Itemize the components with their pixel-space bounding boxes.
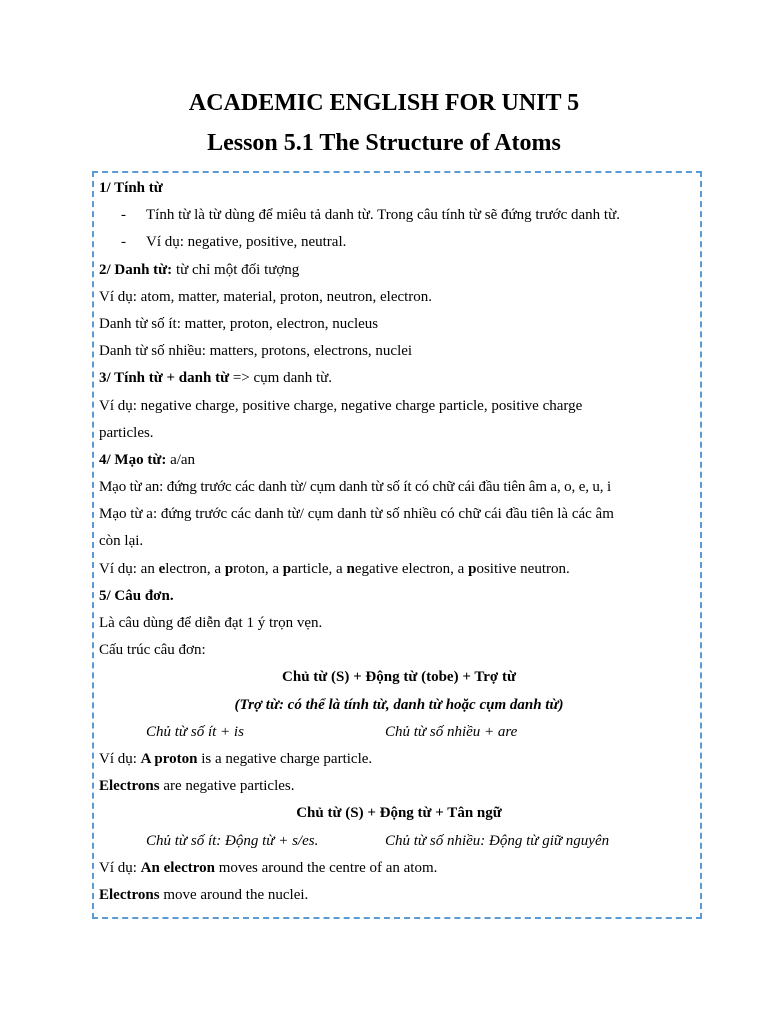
text-line: Mạo từ a: đứng trước các danh từ/ cụm danh từ số nhiều có chữ cái đầu tiên là các âm [99,506,614,523]
section-4-heading: 4/ Mạo từ: a/an [99,451,196,468]
text-line: Là câu dùng để diễn đạt 1 ý trọn vẹn. [99,615,323,631]
example-line: Electrons are negative particles. [99,778,295,795]
text-line: Danh từ số nhiều: matters, protons, electrons, nuclei [99,343,413,360]
bullet-dash: - [121,234,126,251]
text-line: Ví dụ: negative charge, positive charge, negative charge particle, positive charge [99,397,583,414]
section-2-heading: 2/ Danh từ: từ chỉ một đối tượng [99,261,300,278]
formula-1-note: (Trợ từ: có thể là tính từ, danh từ hoặc cụm danh từ) [234,696,564,713]
example-line: Ví dụ: An electron moves around the centre of an atom. [99,859,438,876]
bullet-item: - Ví dụ: negative, positive, neutral. [99,229,699,256]
lesson-title: Lesson 5.1 The Structure of Atoms [207,130,561,156]
example-line: Electrons move around the nuclei. [99,886,309,903]
text-line: còn lại. [99,533,144,550]
bullet-item: - Tính từ là từ dùng để miêu tả danh từ. Trong câu tính từ sẽ đứng trước danh từ. [99,202,699,229]
text-line: Ví dụ: atom, matter, material, proton, neutron, electron. [99,288,433,305]
formula-1-variants: Chủ từ số ít + is Chủ từ số nhiều + are [146,723,518,740]
page-title: ACADEMIC ENGLISH FOR UNIT 5 [188,90,580,116]
formula-2-variants: Chủ từ số ít: Động từ + s/es. Chủ từ số nhiều: Động từ giữ nguyên [146,832,610,849]
section-3-heading: 3/ Tính từ + danh từ => cụm danh từ. [99,370,333,387]
lesson-content [99,175,699,909]
formula-1: Chủ từ (S) + Động từ (tobe) + Trợ từ [282,669,516,686]
formula-2: Chủ từ (S) + Động từ + Tân ngữ [296,805,502,822]
text-line: particles. [99,424,154,441]
article-example: Ví dụ: an electron, a proton, a particle, a negative electron, a positive neutron. [99,560,570,577]
text-line: Mạo từ an: đứng trước các danh từ/ cụm danh từ số ít có chữ cái đầu tiên âm a, o, e, u, i [99,479,611,496]
text-line: Cấu trúc câu đơn: [99,642,206,659]
text-line: Danh từ số ít: matter, proton, electron, nucleus [99,315,379,332]
bullet-dash: - [121,207,126,224]
section-5-heading: 5/ Câu đơn. [99,587,174,604]
section-1-heading: 1/ Tính từ [99,180,163,196]
example-line: Ví dụ: A proton is a negative charge particle. [99,750,373,767]
